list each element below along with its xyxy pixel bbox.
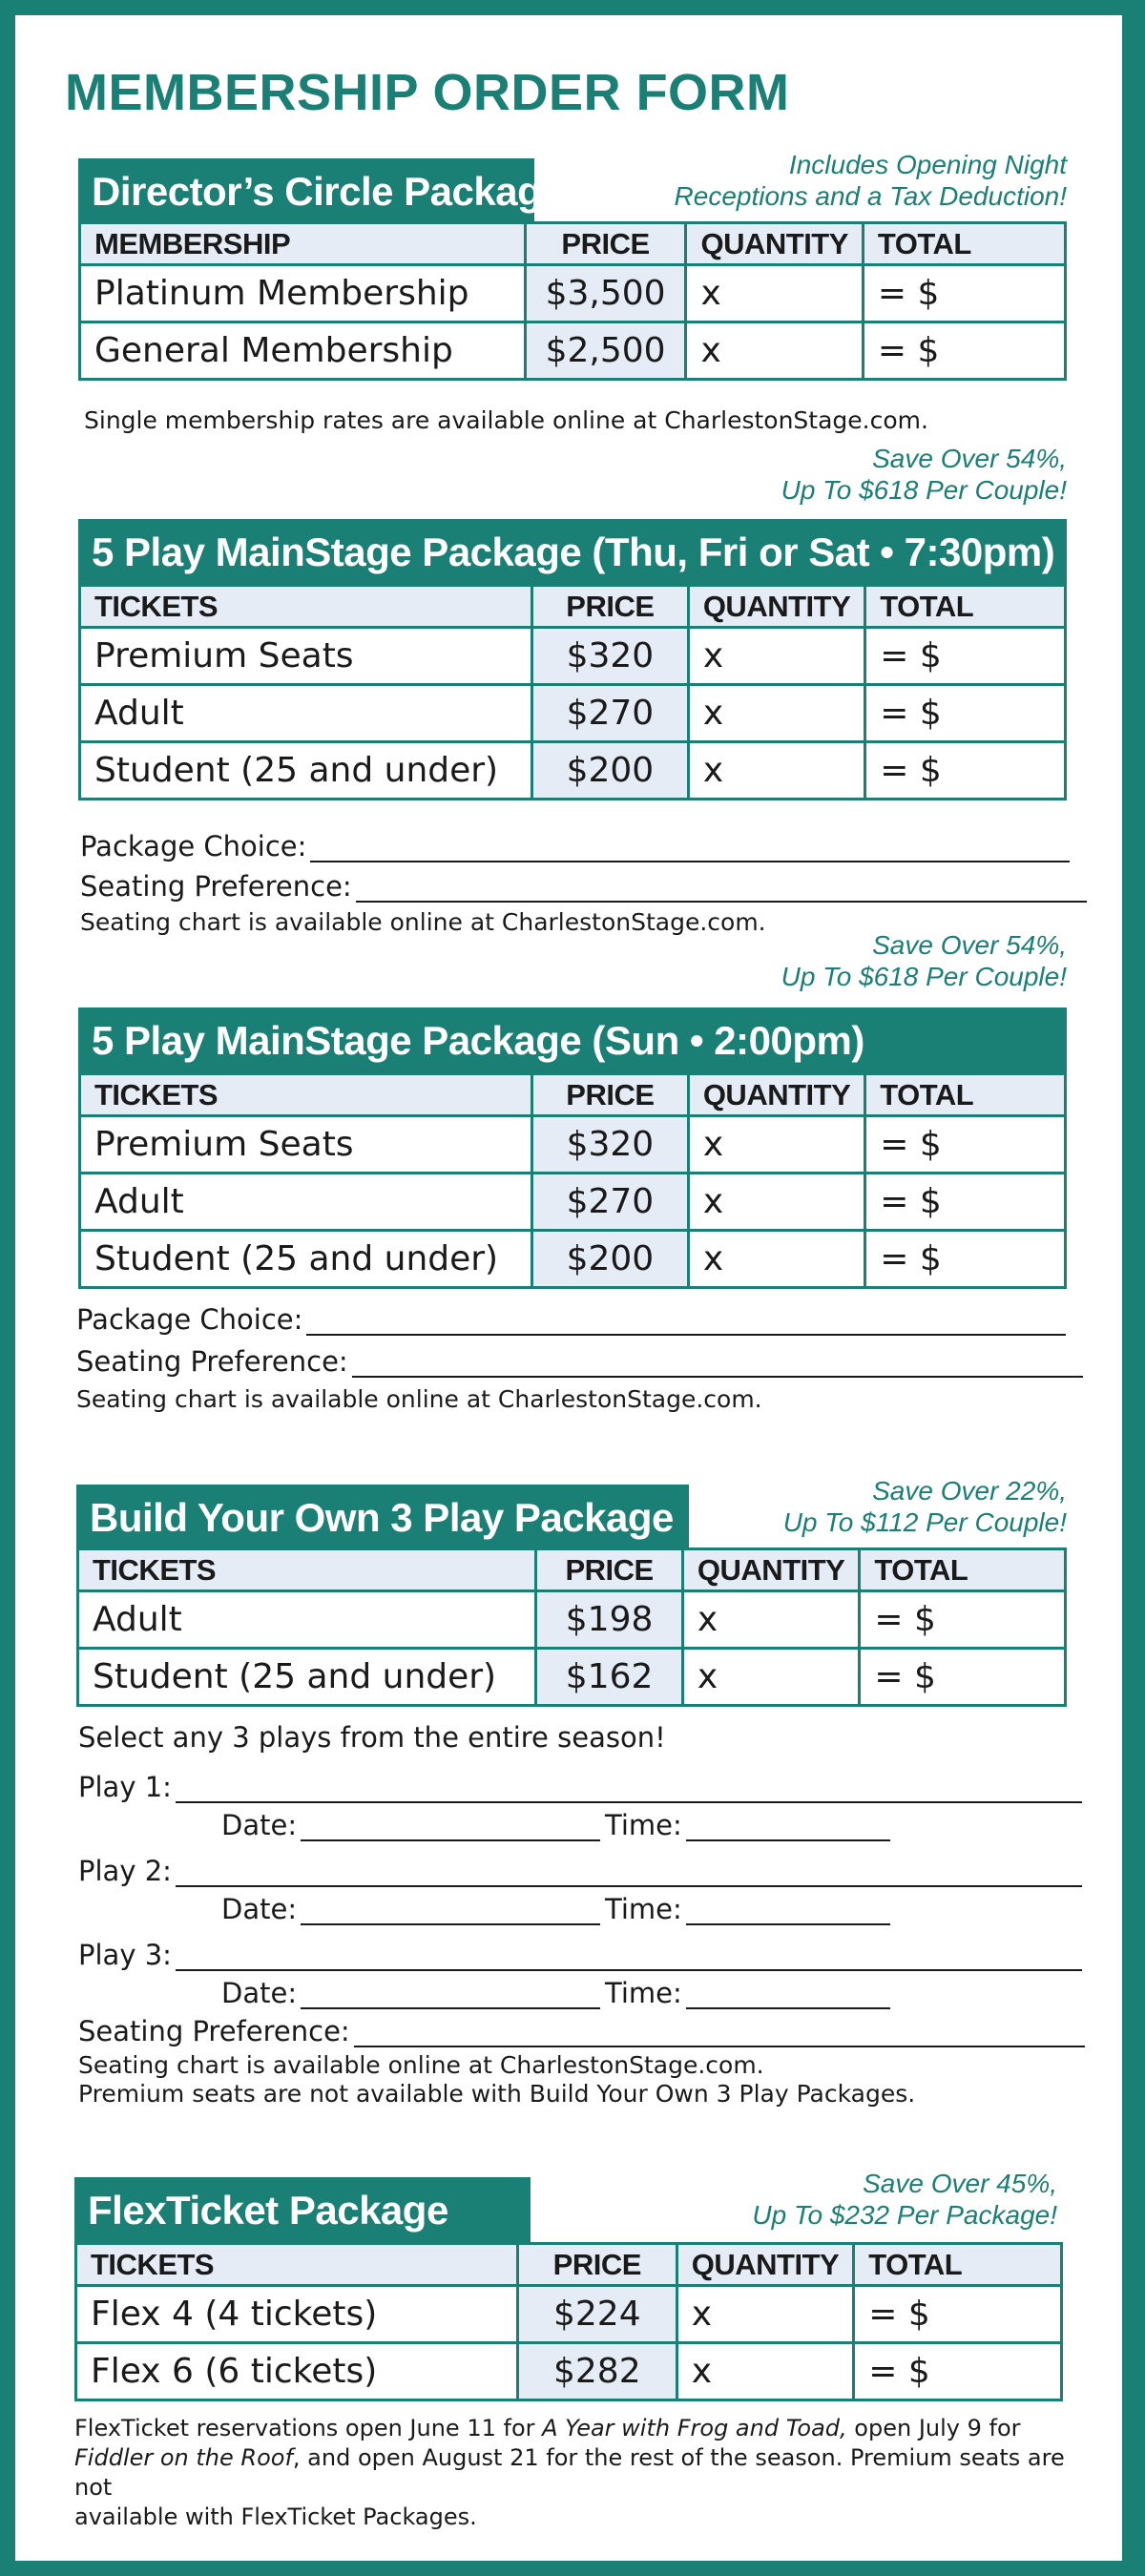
write-in-line[interactable] xyxy=(686,1901,890,1925)
tickets-table xyxy=(76,1548,1067,1707)
field-label: Date: xyxy=(221,1809,298,1841)
footer-line xyxy=(74,2443,1086,2503)
tickets-table xyxy=(74,2242,1063,2401)
seating-preference-field[interactable] xyxy=(80,870,1087,903)
promo-line: Up To $618 Per Couple! xyxy=(781,475,1067,505)
field-label: Seating Preference: xyxy=(78,2015,350,2047)
column-header: PRICE xyxy=(531,1074,688,1116)
play-1-date-field[interactable] xyxy=(221,1809,600,1841)
table-row xyxy=(80,1116,1066,1174)
row-label: Premium Seats xyxy=(80,628,532,685)
membership-table xyxy=(78,221,1067,381)
column-header: TOTAL xyxy=(865,1074,1066,1116)
row-price: $198 xyxy=(536,1591,683,1649)
row-price: $320 xyxy=(531,1116,688,1174)
tickets-table xyxy=(78,1072,1067,1289)
row-price: $200 xyxy=(531,742,688,800)
column-header: PRICE xyxy=(531,586,688,628)
column-header: TOTAL xyxy=(860,1549,1066,1591)
column-header: TOTAL xyxy=(854,2244,1062,2286)
total-field[interactable]: = $ xyxy=(865,1116,1066,1174)
column-header: TICKETS xyxy=(76,2244,518,2286)
write-in-line[interactable] xyxy=(310,838,1070,862)
quantity-field[interactable]: x xyxy=(682,1649,859,1706)
note-text: Seating chart is available online at CharlestonStage.com. xyxy=(80,908,766,936)
row-label: Student (25 and under) xyxy=(80,1231,532,1288)
write-in-line[interactable] xyxy=(352,1353,1083,1378)
play-2-date-field[interactable] xyxy=(221,1893,600,1925)
quantity-field[interactable]: x xyxy=(682,1591,859,1649)
seating-preference-field[interactable] xyxy=(76,1345,1083,1378)
row-price: $162 xyxy=(536,1649,683,1706)
quantity-field[interactable]: x xyxy=(677,2343,853,2400)
row-label: Flex 6 (6 tickets) xyxy=(76,2343,518,2400)
footer-text: open July 9 for xyxy=(846,2415,1021,2441)
section-header: Build Your Own 3 Play Package xyxy=(76,1485,689,1551)
promo-line: Save Over 54%, xyxy=(872,930,1067,960)
total-field[interactable]: = $ xyxy=(865,1231,1066,1288)
column-header: TICKETS xyxy=(80,586,532,628)
table-row xyxy=(80,1231,1066,1288)
total-field[interactable]: = $ xyxy=(865,1174,1066,1231)
play-3-field[interactable] xyxy=(78,1939,1082,1971)
note-text: Seating chart is available online at CharlestonStage.com. xyxy=(76,1385,762,1413)
show-title: A Year with Frog and Toad, xyxy=(542,2415,847,2441)
promo-line: Up To $618 Per Couple! xyxy=(781,962,1067,991)
column-header: TICKETS xyxy=(80,1074,532,1116)
row-price: $270 xyxy=(531,685,688,742)
field-label: Seating Preference: xyxy=(80,870,352,903)
write-in-line[interactable] xyxy=(176,1862,1082,1887)
write-in-line[interactable] xyxy=(301,1984,600,2009)
column-header: PRICE xyxy=(517,2244,677,2286)
total-field[interactable]: = $ xyxy=(854,2343,1062,2400)
row-price: $2,500 xyxy=(525,322,686,380)
play-3-date-field[interactable] xyxy=(221,1977,600,2009)
field-label: Package Choice: xyxy=(76,1303,303,1336)
quantity-field[interactable]: x xyxy=(688,685,864,742)
row-label: Platinum Membership xyxy=(80,265,526,322)
promo-line: Receptions and a Tax Deduction! xyxy=(674,181,1067,211)
tickets-table xyxy=(78,584,1067,800)
instruction-text: Select any 3 plays from the entire season! xyxy=(78,1721,666,1754)
play-3-time-field[interactable] xyxy=(605,1977,890,2009)
quantity-field[interactable]: x xyxy=(677,2286,853,2343)
table-row xyxy=(76,2286,1062,2343)
field-label: Seating Preference: xyxy=(76,1345,348,1378)
write-in-line[interactable] xyxy=(301,1901,600,1925)
field-label: Play 2: xyxy=(78,1855,172,1887)
flexticket-footer xyxy=(74,2414,1086,2532)
column-header: QUANTITY xyxy=(688,1074,864,1116)
total-field[interactable]: = $ xyxy=(865,742,1066,800)
write-in-line[interactable] xyxy=(176,1778,1082,1803)
row-label: Adult xyxy=(80,1174,532,1231)
section-header: FlexTicket Package xyxy=(74,2177,531,2244)
table-row xyxy=(80,265,1066,322)
field-label: Time: xyxy=(605,1893,682,1925)
package-choice-field[interactable] xyxy=(80,830,1070,862)
table-row xyxy=(80,1174,1066,1231)
promo-line: Save Over 45%, xyxy=(863,2169,1057,2198)
quantity-field[interactable]: x xyxy=(688,742,864,800)
write-in-line[interactable] xyxy=(306,1311,1066,1336)
row-label: Adult xyxy=(80,685,532,742)
promo-line: Save Over 22%, xyxy=(872,1476,1067,1506)
row-label: General Membership xyxy=(80,322,526,380)
field-label: Time: xyxy=(605,1809,682,1841)
promo-text xyxy=(752,2168,1057,2231)
footer-line xyxy=(74,2414,1086,2443)
quantity-field[interactable]: x xyxy=(688,1231,864,1288)
column-header: PRICE xyxy=(536,1549,683,1591)
promo-line: Save Over 54%, xyxy=(872,444,1067,473)
quantity-field[interactable]: x xyxy=(688,1116,864,1174)
quantity-field[interactable]: x xyxy=(686,265,863,322)
quantity-field[interactable]: x xyxy=(688,1174,864,1231)
promo-text xyxy=(675,149,1067,212)
page-title: MEMBERSHIP ORDER FORM xyxy=(65,64,790,121)
column-header: MEMBERSHIP xyxy=(80,223,526,265)
write-in-line[interactable] xyxy=(354,2023,1085,2047)
field-label: Date: xyxy=(221,1893,298,1925)
column-header: QUANTITY xyxy=(677,2244,853,2286)
row-price: $320 xyxy=(531,628,688,685)
footer-text: , and open August 21 for the rest of the season. Premium seats are not xyxy=(74,2444,1065,2501)
column-header: QUANTITY xyxy=(688,586,864,628)
field-label: Package Choice: xyxy=(80,830,307,862)
section-header: 5 Play MainStage Package (Sun • 2:00pm) xyxy=(78,1008,1067,1074)
promo-line: Includes Opening Night xyxy=(788,150,1067,179)
section-header: Director’s Circle Package xyxy=(78,158,534,225)
field-label: Play 3: xyxy=(78,1939,172,1971)
total-field[interactable]: = $ xyxy=(863,322,1065,380)
promo-text xyxy=(781,929,1067,992)
seating-preference-field[interactable] xyxy=(78,2015,1085,2047)
row-label: Flex 4 (4 tickets) xyxy=(76,2286,518,2343)
section-header: 5 Play MainStage Package (Thu, Fri or Sat • 7:30pm) xyxy=(78,519,1067,586)
footer-text: FlexTicket reservations open June 11 for xyxy=(74,2415,543,2441)
footer-line: available with FlexTicket Packages. xyxy=(74,2503,477,2530)
note-text: Premium seats are not available with Build Your Own 3 Play Packages. xyxy=(78,2080,916,2108)
table-row xyxy=(80,322,1066,380)
play-2-time-field[interactable] xyxy=(605,1893,890,1925)
write-in-line[interactable] xyxy=(356,878,1087,903)
field-label: Date: xyxy=(221,1977,298,2009)
column-header: PRICE xyxy=(525,223,686,265)
quantity-field[interactable]: x xyxy=(688,628,864,685)
table-row xyxy=(80,742,1066,800)
row-price: $270 xyxy=(531,1174,688,1231)
row-label: Premium Seats xyxy=(80,1116,532,1174)
row-label: Adult xyxy=(78,1591,536,1649)
column-header: TOTAL xyxy=(863,223,1065,265)
column-header: QUANTITY xyxy=(686,223,863,265)
total-field[interactable]: = $ xyxy=(865,685,1066,742)
table-row xyxy=(76,2343,1062,2400)
play-2-field[interactable] xyxy=(78,1855,1082,1887)
column-header: TOTAL xyxy=(865,586,1066,628)
row-price: $282 xyxy=(517,2343,677,2400)
field-label: Time: xyxy=(605,1977,682,2009)
field-label: Play 1: xyxy=(78,1771,172,1803)
promo-line: Up To $232 Per Package! xyxy=(752,2200,1057,2230)
total-field[interactable]: = $ xyxy=(860,1649,1066,1706)
total-field[interactable]: = $ xyxy=(865,628,1066,685)
note-text: Seating chart is available online at CharlestonStage.com. xyxy=(78,2051,764,2079)
quantity-field[interactable]: x xyxy=(686,322,863,380)
table-row xyxy=(80,628,1066,685)
row-price: $200 xyxy=(531,1231,688,1288)
row-label: Student (25 and under) xyxy=(78,1649,536,1706)
show-title: Fiddler on the Roof xyxy=(74,2444,293,2471)
table-row xyxy=(80,685,1066,742)
total-field[interactable]: = $ xyxy=(860,1591,1066,1649)
play-1-field[interactable] xyxy=(78,1771,1082,1803)
note-text: Single membership rates are available online at CharlestonStage.com. xyxy=(84,406,928,434)
table-row xyxy=(78,1649,1066,1706)
row-price: $3,500 xyxy=(525,265,686,322)
row-price: $224 xyxy=(517,2286,677,2343)
play-1-time-field[interactable] xyxy=(605,1809,890,1841)
promo-text xyxy=(781,443,1067,506)
total-field[interactable]: = $ xyxy=(854,2286,1062,2343)
table-row xyxy=(78,1591,1066,1649)
column-header: TICKETS xyxy=(78,1549,536,1591)
column-header: QUANTITY xyxy=(682,1549,859,1591)
write-in-line[interactable] xyxy=(176,1946,1082,1971)
write-in-line[interactable] xyxy=(686,1817,890,1841)
promo-line: Up To $112 Per Couple! xyxy=(782,1507,1067,1537)
package-choice-field[interactable] xyxy=(76,1303,1066,1336)
promo-text xyxy=(783,1475,1067,1538)
total-field[interactable]: = $ xyxy=(863,265,1065,322)
row-label: Student (25 and under) xyxy=(80,742,532,800)
right-border xyxy=(1122,0,1145,2576)
write-in-line[interactable] xyxy=(301,1817,600,1841)
write-in-line[interactable] xyxy=(686,1984,890,2009)
